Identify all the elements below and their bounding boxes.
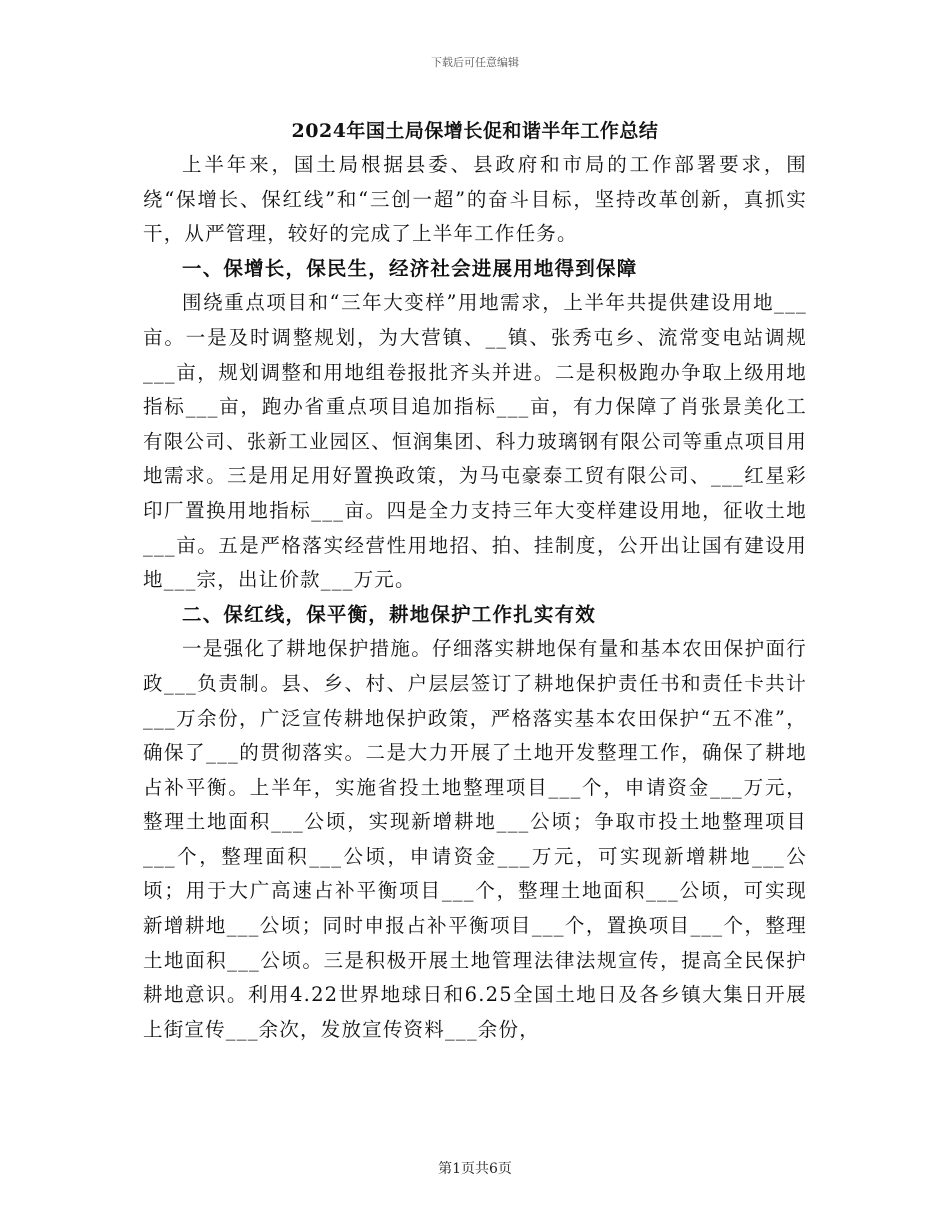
page-footer: 第1页共6页: [438, 1161, 512, 1177]
section-heading-2: 二、保红线，保平衡，耕地保护工作扎实有效: [182, 602, 597, 626]
document-title: 2024年国土局保增长促和谐半年工作总结: [291, 120, 659, 142]
section-heading-1: 一、保增长，保民生，经济社会进展用地得到保障: [182, 256, 638, 280]
header-note: 下载后可任意编辑: [431, 56, 519, 69]
paragraph-intro: 上半年来，国土局根据县委、县政府和市局的工作部署要求，围绕“保增长、保红线”和“三创一超”的奋斗目标，坚持改革创新，真抓实干，从严管理，较好的完成了上半年工作任务。: [143, 153, 807, 246]
paragraph-section-2: 一是强化了耕地保护措施。仔细落实耕地保有量和基本农田保护面行政___负责制。县、乡、村、户层层签订了耕地保护责任书和责任卡共计___万余份，广泛宣传耕地保护政策，严格落实基本农田保护“五不准”，确保了___的贯彻落实。二是大力开展了土地开发整理工作，确保了耕地占补平衡。上半年，实施省投土地整理项目___个，申请资金___万元，整理土地面积___公顷，实现新增耕地___公顷；争取市投土地整理项目___个，整理面积___公顷，申请资金___万元，可实现新增耕地___公顷；用于大广高速占补平衡项目___个，整理土地面积___公顷，可实现新增耕地___公顷；同时申报占补平衡项目___个，置换项目___个，整理土地面积___公顷。三是积极开展土地管理法律法规宣传，提高全民保护耕地意识。利用4.22世界地球日和6.25全国土地日及各乡镇大集日开展上街宣传___余次，发放宣传资料___余份，: [143, 637, 807, 1041]
paragraph-section-1: 围绕重点项目和“三年大变样”用地需求，上半年共提供建设用地___亩。一是及时调整规划，为大营镇、__镇、张秀屯乡、流常变电站调规___亩，规划调整和用地组卷报批齐头并进。二是积极跑办争取上级用地指标___亩，跑办省重点项目追加指标___亩，有力保障了肖张景美化工有限公司、张新工业园区、恒润集团、科力玻璃钢有限公司等重点项目用地需求。三是用足用好置换政策，为马屯豪泰工贸有限公司、___红星彩印厂置换用地指标___亩。四是全力支持三年大变样建设用地，征收土地___亩。五是严格落实经营性用地招、拍、挂制度，公开出让国有建设用地___宗，出让价款___万元。: [143, 291, 807, 592]
document-body: [143, 148, 807, 1047]
